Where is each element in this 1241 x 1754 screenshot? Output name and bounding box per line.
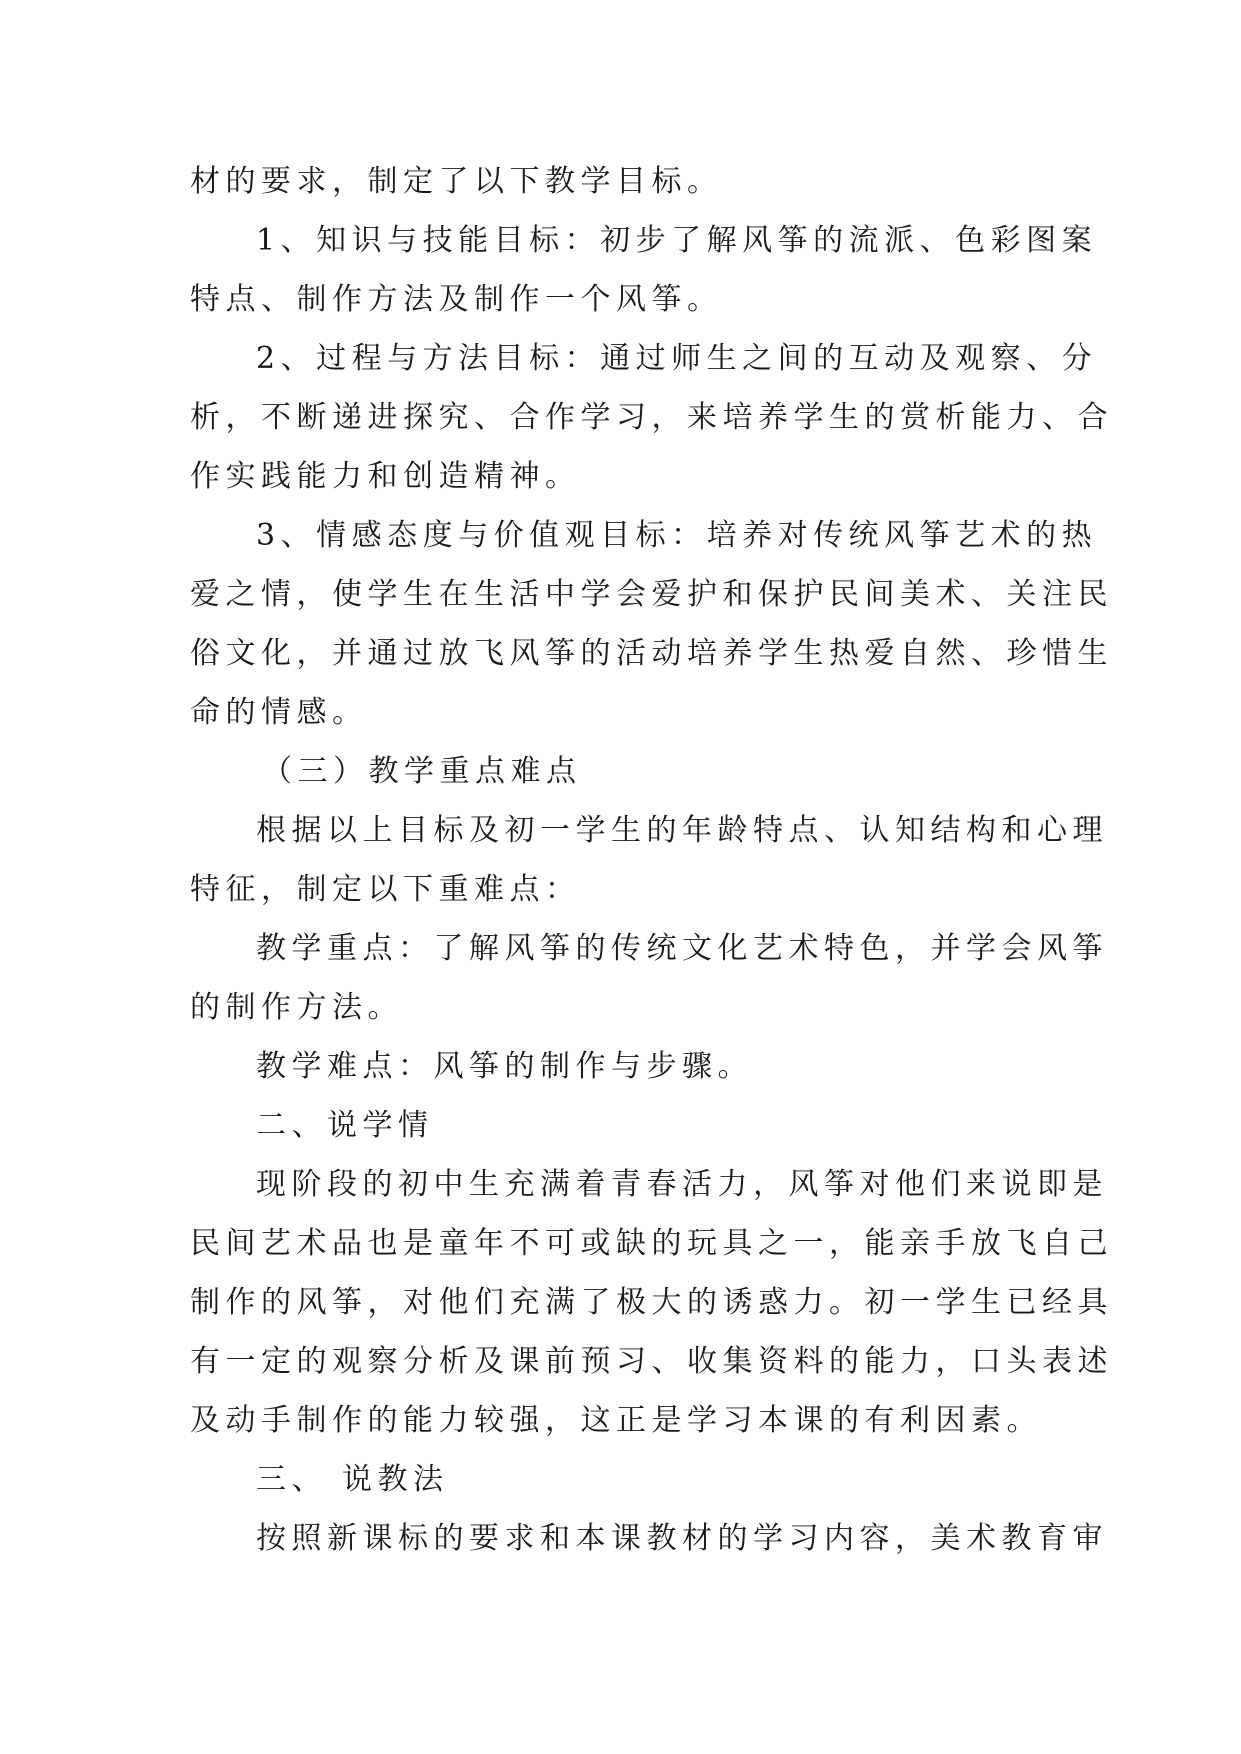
difficulty-line: 教学难点：风筝的制作与步骤。 [256,1049,753,1084]
objective-knowledge-line: 1、知识与技能目标：初步了解风筝的流派、色彩图案 [256,223,1098,258]
objective-process-line: 2、过程与方法目标：通过师生之间的互动及观察、分 [256,341,1098,376]
paragraph-line: 爱之情，使学生在生活中学会爱护和保护民间美术、关注民 [190,577,1113,612]
paragraph-line: 析，不断递进探究、合作学习，来培养学生的赏析能力、合 [190,400,1113,435]
paragraph-line: 民间艺术品也是童年不可或缺的玩具之一，能亲手放飞自己 [190,1226,1113,1261]
paragraph-line: 有一定的观察分析及课前预习、收集资料的能力，口头表述 [190,1344,1113,1379]
paragraph-line: 根据以上目标及初一学生的年龄特点、认知结构和心理 [256,813,1108,848]
paragraph-line: 及动手制作的能力较强，这正是学习本课的有利因素。 [190,1403,1042,1438]
objective-emotion-line: 3、情感态度与价值观目标：培养对传统风筝艺术的热 [256,518,1098,553]
paragraph-line: 俗文化，并通过放飞风筝的活动培养学生热爱自然、珍惜生 [190,636,1113,671]
section-heading: 三、 说教法 [256,1462,449,1497]
section-heading: （三）教学重点难点 [262,754,582,789]
key-point-line: 教学重点：了解风筝的传统文化艺术特色，并学会风筝 [256,931,1108,966]
paragraph-line: 特征，制定以下重难点： [190,872,581,907]
paragraph-line: 作实践能力和创造精神。 [190,459,581,494]
paragraph-line: 特点、制作方法及制作一个风筝。 [190,282,723,317]
paragraph-line: 现阶段的初中生充满着青春活力，风筝对他们来说即是 [256,1167,1108,1202]
paragraph-line: 制作的风筝，对他们充满了极大的诱惑力。初一学生已经具 [190,1285,1113,1320]
paragraph-line: 材的要求，制定了以下教学目标。 [190,164,723,199]
section-heading: 二、说学情 [256,1108,434,1143]
paragraph-line: 按照新课标的要求和本课教材的学习内容，美术教育审 [256,1521,1108,1556]
paragraph-line: 命的情感。 [190,695,368,730]
paragraph-line: 的制作方法。 [190,990,403,1025]
document-body [190,152,1113,1568]
